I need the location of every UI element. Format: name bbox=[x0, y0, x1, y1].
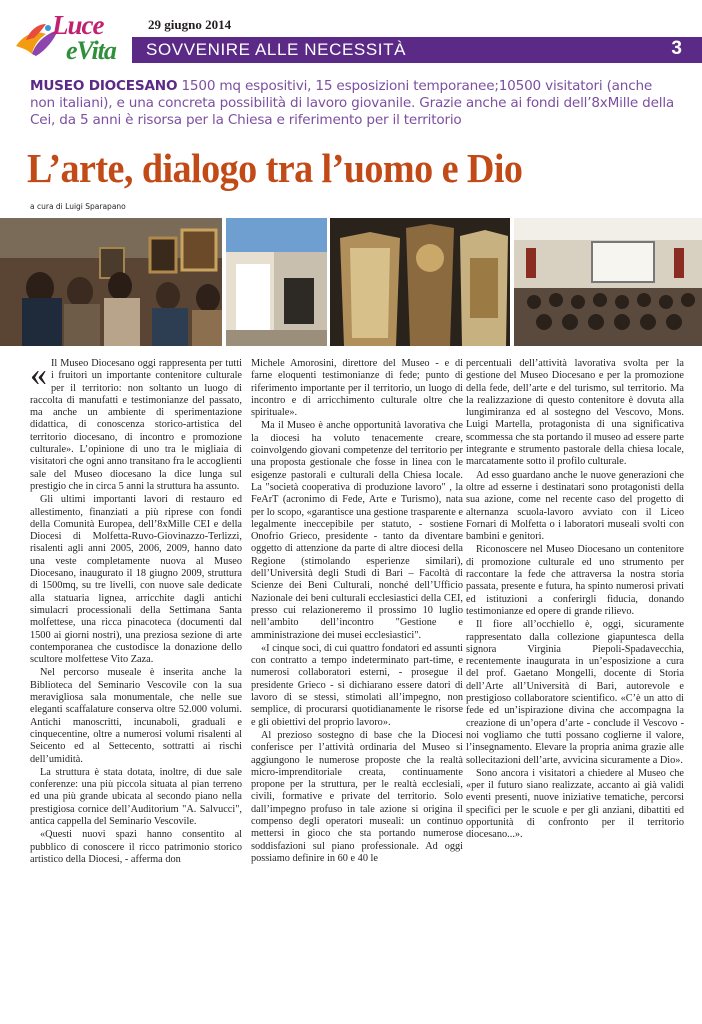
article-paragraph: Nel percorso museale è inserita anche la Biblioteca del Seminario Vescovile con la sua meravigliosa sala monumentale, che nelle sue eleganti scaffalature conserva oltre 52.000 volumi. Antichi manoscritti, incunaboli, graduali e cinquecentine, oltre a numerosi volumi risalenti al Seicento ed al Settecento, sottratti ai rischi dell’umidità. bbox=[30, 667, 242, 765]
article-paragraph-text: Il Museo Diocesano oggi rappresenta per tutti i fruitori un importante contenitore culturale per il territorio: non soltanto un luogo di raccolta di manufatti e testimonianze del passato, ma anche un ambiente di sperimentazione didattica, di conoscenza storico-artistica del territorio diocesano, di incontro e promozione culturale». L’opinione di uno tra le migliaia di visitatori che ogni anno transitano fra le accoglienti sale del Museo diocesano la dice lunga sul prestigio che in circa 5 anni la struttura ha assunto. bbox=[30, 358, 242, 492]
article-column-3 bbox=[466, 358, 684, 1008]
article-paragraph: «Questi nuovi spazi hanno consentito al pubblico di conoscere il ricco patrimonio storico artistico della Diocesi, - afferma don bbox=[30, 829, 242, 865]
vestments-display-photo bbox=[330, 218, 510, 346]
article-paragraph: Al prezioso sostegno di base che la Diocesi conferisce per l’attività ordinaria del Museo si aggiungono le numerose proposte che la realtà micro-imprenditoriale creata, continuamente propone per la struttura, per le realtà ecclesiali, civili, formative e private del territorio. Solo dall’impegno profuso in tale azione si origina il compenso degli operatori museali: un continuo mettersi in gioco che sta portando numerose soddisfazioni sul piano professionale. Ad oggi possiamo definire in 60 e 40 le bbox=[251, 729, 463, 864]
article-headline: L’arte, dialogo tra l’uomo e Dio bbox=[27, 145, 523, 191]
article-paragraph: La struttura è stata dotata, inoltre, di due sale conferenze: una più piccola situata al pian terreno ed una più grande ubicata al secondo piano nella prestigiosa cornice dell’Auditorium "A. Salvucci", antica cappella del Seminario Vescovile. bbox=[30, 766, 242, 827]
article-paragraph: «I cinque soci, di cui quattro fondatori ed assunti con contratto a tempo indeterminato part-time, e numerosi collaboratori esterni, - prosegue il presidente Grieco - si dichiarano essere datori di lavoro di se stessi, stimolati all’impegno, non semplice, di procurarsi quotidianamente le risorse e gli obiettivi del proprio lavoro». bbox=[251, 642, 463, 728]
article-byline: a cura di Luigi Sparapano bbox=[30, 202, 126, 211]
intro-kicker: MUSEO DIOCESANO bbox=[30, 78, 178, 94]
article-paragraph: Michele Amorosini, direttore del Museo - e di farne eloquenti testimonianze di fede; punto di riferimento importante per il territorio, un luogo di incontro e di arricchimento culturale oltre che spirituale». bbox=[251, 358, 463, 419]
conference-hall-photo bbox=[514, 218, 702, 346]
article-paragraph: Ma il Museo è anche opportunità lavorativa che la diocesi ha voluto tenacemente creare, coinvolgendo giovani competenze del territorio per una proposta gestionale che fosse in linea con le esigenze pastorali e culturali della Chiesa locale. La "società cooperativa di produzione lavoro" , la FeArT (acronimo di Fede, Arte e Turismo), nata per lo scopo, «garantisce una gestione trasparente e legalmente ineccepibile per statuto, - sostiene Onofrio Grieco, presidente - tanto da diventare oggetto di attenzione da parte di altre diocesi della Regione (stimolando esperienze similari), dell’Università degli Studi di Bari – Facoltà di Scienze dei Beni Culturali, nonché dell’Ufficio Nazionale dei beni culturali ecclesiastici della CEI, presso cui relazioneremo il prossimo 10 luglio nell’ambito dell’incontro "Gestione e amministrazione dei musei ecclesiastici". bbox=[251, 420, 463, 641]
page-number: 3 bbox=[671, 38, 682, 59]
section-band bbox=[132, 37, 702, 63]
article-intro bbox=[30, 78, 680, 129]
article-paragraph: Riconoscere nel Museo Diocesano un contenitore di promozione culturale ed uno strumento per raccontare la fede che attraversa la nostra storia passata, presente e futura, ha spinto numerosi privati ed istituzioni a conferirgli fiducia, donando testimonianze ed opere di grande rilievo. bbox=[466, 544, 684, 617]
article-paragraph bbox=[30, 358, 242, 493]
opening-quote-mark: « bbox=[30, 358, 47, 393]
article-column-1 bbox=[30, 358, 242, 1008]
article-paragraph: Ad esso guardano anche le nuove generazioni che oltre ad esserne i destinatari sono protagonisti della sua azione, come nel recente caso del progetto di alternanza scuola-lavoro avviato con il Liceo Fornari di Molfetta o i laboratori museali svolti con bambini e genitori. bbox=[466, 469, 684, 543]
article-column-2 bbox=[251, 358, 463, 1008]
section-title: SOVVENIRE ALLE NECESSITÀ bbox=[146, 40, 407, 59]
logo-word-evita: eVita bbox=[66, 36, 116, 65]
newspaper-logo bbox=[12, 10, 132, 72]
museum-building-photo bbox=[226, 218, 327, 346]
intro-text: 1500 mq espositivi, 15 esposizioni temporanee;10500 visitatori (anche non italiani), e una concreta possibilità di lavoro giovanile. Grazie anche ai fondi dell’8xMille della Cei, da 5 anni è risorsa per la Chiesa e riferimento per il territorio bbox=[30, 78, 675, 128]
article-paragraph: Sono ancora i visitatori a chiedere al Museo che «per il futuro siano realizzate, accanto ai già validi eventi presenti, nuove iniziative tematiche, percorsi specifici per le scuole e per gli anziani, dibattiti ed opportunità di confronto per il territorio diocesano...». bbox=[466, 767, 684, 841]
article-paragraph: percentuali dell’attività lavorativa svolta per la gestione del Museo Diocesano e per la promozione della fede, dell’arte e del turismo, sul territorio. Ma la realizzazione di questo contenitore è dovuta alla lungimiranza ed al sostegno del Vescovo, Mons. Luigi Martella, protagonista di una significativa scommessa che sta portando il museo ad essere parte integrante e strumento pastorale della chiesa locale, marcatamente sotto il profilo culturale. bbox=[466, 358, 684, 468]
logo-word-luce: Luce bbox=[52, 10, 104, 40]
article-paragraph: Gli ultimi importanti lavori di restauro ed allestimento, finanziati a più riprese con fondi della Comunità Europea, dell’8xMille CEI e della Diocesi di Molfetta-Ruvo-Giovinazzo-Terlizzi, risalenti agli anni 2005, 2006, 2009, hanno dato una veste completamente nuova al Museo Diocesano, inaugurato il 18 giugno 2009, struttura di 1500mq, su tre livelli, con nuove sale dedicate alla statuaria lignea, arricchite dagli antichi simulacri processionali della Settimana Santa molfettese, una ricca pinacoteca (documenti dal 1500 ai giorni nostri), una preziosa sezione di arte contemporanea che custodisce la donazione dello scultore molfettese Vito Zaza. bbox=[30, 494, 242, 666]
museum-visitors-photo bbox=[0, 218, 222, 346]
article-paragraph: Il fiore all’occhiello è, oggi, sicuramente rappresentato dalla collezione giapuntesca della signora Virginia Piepoli-Spadavecchia, recentemente inaugurata in un’esposizione a cura del prof. Gaetano Mongelli, docente di Storia dell’Arte all’Università di Bari, autorevole e prestigioso collaboratore scientifico. «C’è un atto di fede ed un’ispirazione divina che accompagna la creazione di un’opera d’arte - conclude il Vescovo - noi vogliamo che tutti possano coglierne il valore, l’insegnamento. Elevare la propria anima grazie alle sollecitazioni dell’arte, avvicina sicuramente a Dio». bbox=[466, 619, 684, 766]
issue-date: 29 giugno 2014 bbox=[148, 17, 232, 32]
